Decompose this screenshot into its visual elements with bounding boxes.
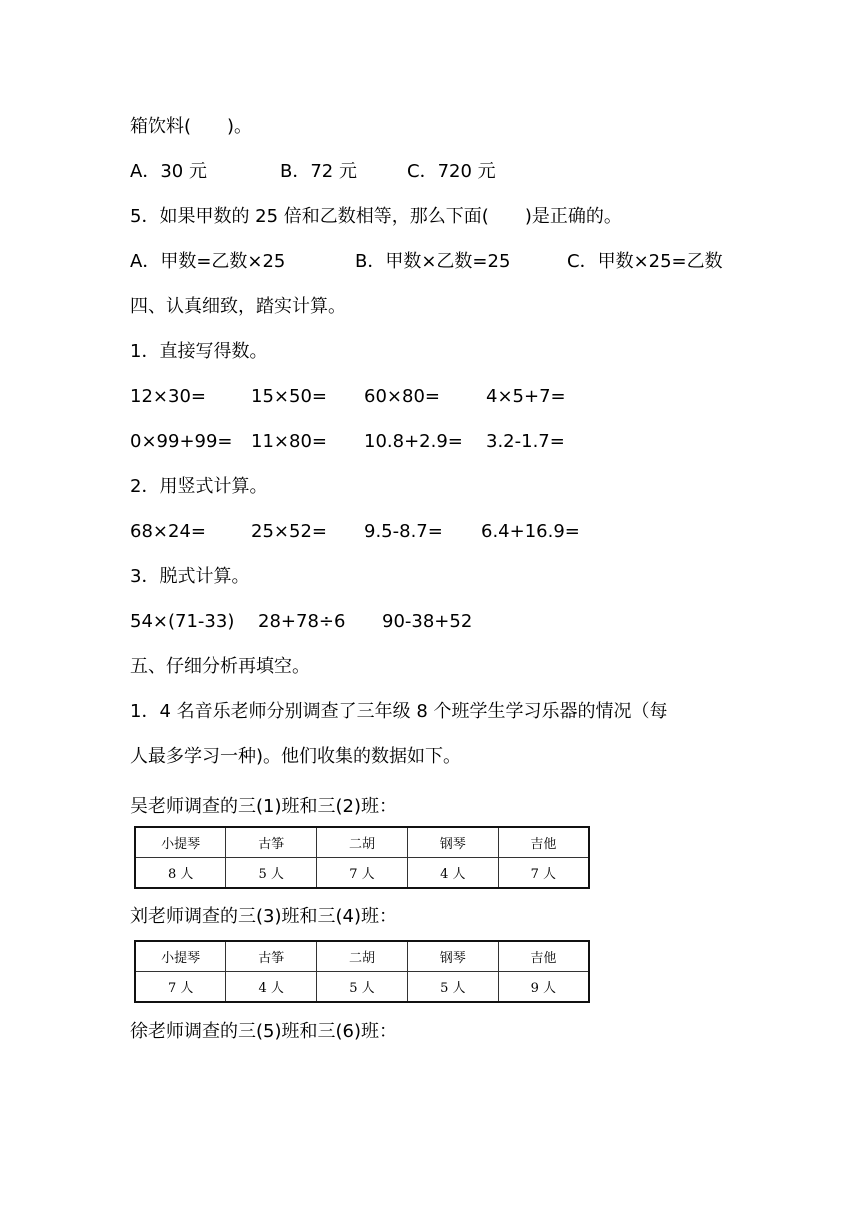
question-text-line-1: 1．4 名音乐老师分别调查了三年级 8 个班学生学习乐器的情况（每 <box>130 701 668 722</box>
header-cell: 古筝 <box>226 941 317 972</box>
question-4-continuation: 箱饮料( )。 <box>130 116 253 137</box>
expression: 4×5+7= <box>486 386 566 407</box>
table-header-row <box>135 827 589 858</box>
value-cell: 7 人 <box>135 972 226 1003</box>
expression: 11×80= <box>251 431 327 452</box>
option-a: A．甲数=乙数×25 <box>130 251 286 272</box>
value-cell: 5 人 <box>226 858 317 889</box>
header-cell: 二胡 <box>317 827 408 858</box>
option-b: B．甲数×乙数=25 <box>355 251 511 272</box>
option-c: C．甲数×25=乙数 <box>567 251 723 272</box>
table-row <box>135 858 589 889</box>
value-cell: 7 人 <box>498 858 589 889</box>
expression: 25×52= <box>251 521 327 542</box>
subsection-3-heading: 3．脱式计算。 <box>130 566 250 587</box>
expression: 90-38+52 <box>382 611 473 632</box>
subsection-2-heading: 2．用竖式计算。 <box>130 476 268 497</box>
survey-label-xu: 徐老师调查的三(5)班和三(6)班： <box>130 1021 397 1042</box>
subsection-1-heading: 1．直接写得数。 <box>130 341 268 362</box>
header-cell: 小提琴 <box>135 827 226 858</box>
question-5: 5．如果甲数的 25 倍和乙数相等，那么下面( )是正确的。 <box>130 206 622 227</box>
expression: 9.5-8.7= <box>364 521 443 542</box>
expression: 10.8+2.9= <box>364 431 463 452</box>
option-a: A．30 元 <box>130 161 207 182</box>
survey-label-liu: 刘老师调查的三(3)班和三(4)班： <box>130 906 397 927</box>
header-cell: 古筝 <box>226 827 317 858</box>
header-cell: 吉他 <box>498 827 589 858</box>
expression: 6.4+16.9= <box>481 521 580 542</box>
expression: 15×50= <box>251 386 327 407</box>
expression: 12×30= <box>130 386 206 407</box>
expression: 28+78÷6 <box>258 611 346 632</box>
table-row <box>135 972 589 1003</box>
section-4-heading: 四、认真细致，踏实计算。 <box>130 296 346 317</box>
header-cell: 吉他 <box>498 941 589 972</box>
question-text-line-2: 人最多学习一种)。他们收集的数据如下。 <box>130 746 462 767</box>
value-cell: 4 人 <box>226 972 317 1003</box>
header-cell: 二胡 <box>317 941 408 972</box>
header-cell: 钢琴 <box>407 941 498 972</box>
header-cell: 钢琴 <box>407 827 498 858</box>
table-header-row <box>135 941 589 972</box>
header-cell: 小提琴 <box>135 941 226 972</box>
survey-table-wu <box>134 826 590 889</box>
expression: 60×80= <box>364 386 440 407</box>
survey-label-wu: 吴老师调查的三(1)班和三(2)班： <box>130 796 397 817</box>
expression: 54×(71-33) <box>130 611 235 632</box>
value-cell: 4 人 <box>407 858 498 889</box>
expression: 0×99+99= <box>130 431 233 452</box>
expression: 3.2-1.7= <box>486 431 565 452</box>
value-cell: 5 人 <box>317 972 408 1003</box>
value-cell: 8 人 <box>135 858 226 889</box>
value-cell: 9 人 <box>498 972 589 1003</box>
expression: 68×24= <box>130 521 206 542</box>
option-c: C．720 元 <box>407 161 496 182</box>
value-cell: 7 人 <box>317 858 408 889</box>
section-5-heading: 五、仔细分析再填空。 <box>130 656 310 677</box>
value-cell: 5 人 <box>407 972 498 1003</box>
survey-table-liu <box>134 940 590 1003</box>
option-b: B．72 元 <box>280 161 357 182</box>
